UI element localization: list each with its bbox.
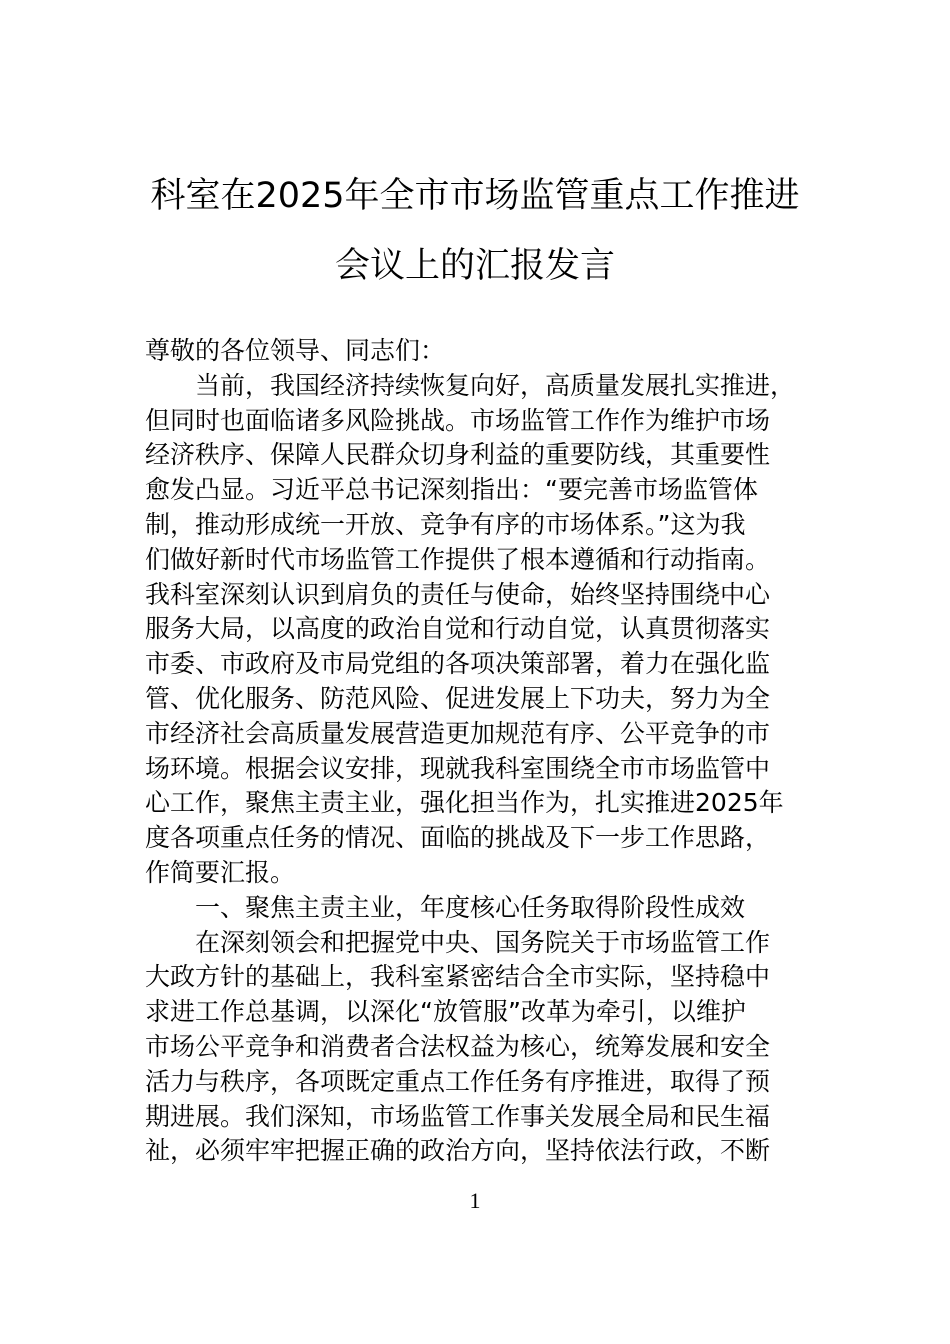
title-line-2: 会议上的汇报发言 (334, 246, 615, 286)
paragraph-1-line-6: 们做好新时代市场监管工作提供了根本遵循和行动指南。 (145, 544, 771, 574)
paragraph-2-line-1: 在深刻领会和把握党中央、国务院关于市场监管工作 (195, 927, 771, 957)
paragraph-1-line-8: 服务大局，以高度的政治自觉和行动自觉，认真贯彻落实 (145, 614, 771, 644)
paragraph-1-line-15: 作简要汇报。 (145, 857, 296, 887)
section-heading-1: 一、聚焦主责主业，年度核心任务取得阶段性成效 (195, 892, 746, 922)
paragraph-2-line-3: 求进工作总基调，以深化“放管服”改革为牵引，以维护 (145, 997, 746, 1027)
paragraph-1-line-3: 经济秩序、保障人民群众切身利益的重要防线，其重要性 (145, 440, 771, 470)
paragraph-1-line-7: 我科室深刻认识到肩负的责任与使命，始终坚持围绕中心 (145, 579, 771, 609)
paragraph-1-line-10: 管、优化服务、防范风险、促进发展上下功夫，努力为全 (145, 683, 771, 713)
paragraph-1-line-14: 度各项重点任务的情况、面临的挑战及下一步工作思路， (145, 823, 771, 853)
document-body (145, 334, 835, 1169)
paragraph-2-line-7: 祉，必须牢牢把握正确的政治方向，坚持依法行政，不断 (145, 1136, 771, 1166)
paragraph-2-line-2: 大政方针的基础上，我科室紧密结合全市实际，坚持稳中 (145, 962, 771, 992)
paragraph-1-line-4: 愈发凸显。习近平总书记深刻指出：“要完善市场监管体 (145, 475, 758, 505)
paragraph-1-line-13: 心工作，聚焦主责主业，强化担当作为，扎实推进2025年 (145, 788, 784, 818)
title-line-1: 科室在2025年全市市场监管重点工作推进 (150, 176, 800, 216)
paragraph-1-line-9: 市委、市政府及市局党组的各项决策部署，着力在强化监 (145, 649, 771, 679)
paragraph-2-line-4: 市场公平竞争和消费者合法权益为核心，统筹发展和安全 (145, 1031, 771, 1061)
paragraph-1-line-5: 制，推动形成统一开放、竞争有序的市场体系。”这为我 (145, 509, 746, 539)
paragraph-2-line-6: 期进展。我们深知，市场监管工作事关发展全局和民生福 (145, 1101, 771, 1131)
paragraph-1-line-1: 当前，我国经济持续恢复向好，高质量发展扎实推进， (195, 370, 796, 400)
paragraph-1-line-2: 但同时也面临诸多风险挑战。市场监管工作作为维护市场 (145, 405, 771, 435)
page-number: 1 (469, 1188, 481, 1213)
paragraph-2-line-5: 活力与秩序，各项既定重点工作任务有序推进，取得了预 (145, 1066, 771, 1096)
paragraph-1-line-11: 市经济社会高质量发展营造更加规范有序、公平竞争的市 (145, 718, 771, 748)
paragraph-1-line-12: 场环境。根据会议安排，现就我科室围绕全市市场监管中 (145, 753, 771, 783)
salutation: 尊敬的各位领导、同志们： (145, 336, 446, 365)
